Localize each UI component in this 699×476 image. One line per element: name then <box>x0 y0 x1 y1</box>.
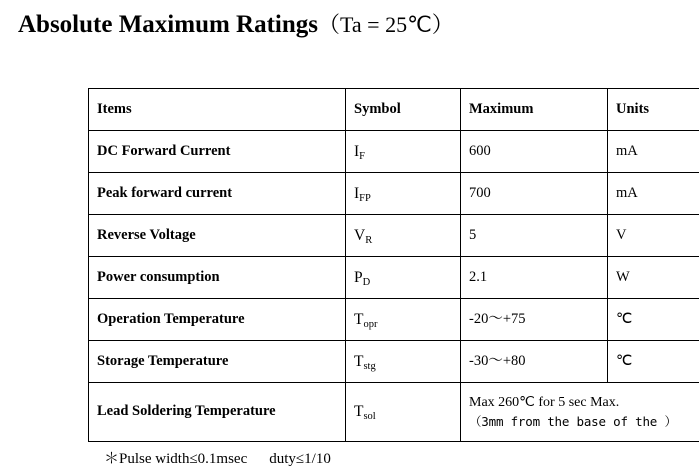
cell-units: ℃ <box>608 341 699 383</box>
symbol-text <box>354 185 371 202</box>
column-header-units: Units <box>608 89 699 131</box>
cell-units: V <box>608 215 699 257</box>
symbol-subscript: FP <box>359 192 371 204</box>
symbol-text <box>354 227 372 244</box>
symbol-base: I <box>354 184 360 202</box>
cell-symbol <box>346 257 461 299</box>
column-header-maximum: Maximum <box>461 89 608 131</box>
cell-maximum: 2.1 <box>461 257 608 299</box>
cell-maximum: 5 <box>461 215 608 257</box>
table-body <box>89 131 699 442</box>
table-row <box>89 131 699 173</box>
symbol-subscript: F <box>359 150 366 162</box>
cell-symbol <box>346 383 461 442</box>
column-header-items: Items <box>89 89 346 131</box>
cell-units: mA <box>608 131 699 173</box>
cell-symbol <box>346 131 461 173</box>
maximum-line-2: （3mm from the base of the ） <box>469 414 677 430</box>
cell-item: DC Forward Current <box>89 131 346 173</box>
table-row <box>89 215 699 257</box>
absolute-maximum-ratings-table <box>88 88 699 442</box>
table-row <box>89 257 699 299</box>
cell-units: W <box>608 257 699 299</box>
page-title <box>18 8 454 39</box>
maximum-line-1: Max 260℃ for 5 sec Max. <box>469 394 620 410</box>
symbol-subscript: stg <box>363 360 376 372</box>
cell-symbol <box>346 299 461 341</box>
table-header <box>89 89 699 131</box>
symbol-text <box>354 311 377 328</box>
symbol-base: P <box>354 268 363 286</box>
table-row <box>89 341 699 383</box>
table-row <box>89 299 699 341</box>
symbol-base: I <box>354 142 360 160</box>
symbol-subscript: sol <box>363 411 376 423</box>
page-title-main: Absolute Maximum Ratings <box>18 11 319 38</box>
symbol-base: T <box>354 352 364 370</box>
table-header-row <box>89 89 699 131</box>
table-row <box>89 173 699 215</box>
cell-symbol <box>346 341 461 383</box>
cell-item: Reverse Voltage <box>89 215 346 257</box>
cell-item: Peak forward current <box>89 173 346 215</box>
symbol-text <box>354 353 376 370</box>
footnote-text-2: duty≤1/10 <box>269 451 331 467</box>
cell-maximum: 700 <box>461 173 608 215</box>
cell-units: mA <box>608 173 699 215</box>
asterisk-marker: ＊ <box>104 451 120 467</box>
symbol-text <box>354 143 365 160</box>
cell-item: Power consumption <box>89 257 346 299</box>
symbol-base: T <box>354 403 364 421</box>
symbol-base: T <box>354 310 364 328</box>
symbol-subscript: R <box>365 234 373 246</box>
symbol-text <box>354 403 376 423</box>
table-row <box>89 383 699 442</box>
cell-maximum: -20～+75 <box>461 299 608 341</box>
cell-units: ℃ <box>608 299 699 341</box>
cell-symbol <box>346 215 461 257</box>
cell-item: Lead Soldering Temperature <box>89 383 346 442</box>
maximum-multiline <box>469 393 699 431</box>
page-title-condition: （Ta = 25℃） <box>318 12 454 37</box>
cell-maximum: 600 <box>461 131 608 173</box>
cell-maximum <box>461 383 699 442</box>
cell-maximum: -30～+80 <box>461 341 608 383</box>
symbol-subscript: D <box>362 276 371 288</box>
cell-item: Storage Temperature <box>89 341 346 383</box>
symbol-base: V <box>354 226 366 244</box>
symbol-text <box>354 269 370 286</box>
cell-symbol <box>346 173 461 215</box>
footnote <box>104 447 331 468</box>
column-header-symbol: Symbol <box>346 89 461 131</box>
cell-item: Operation Temperature <box>89 299 346 341</box>
footnote-text-1: Pulse width≤0.1msec <box>119 451 248 467</box>
symbol-subscript: opr <box>363 318 378 330</box>
